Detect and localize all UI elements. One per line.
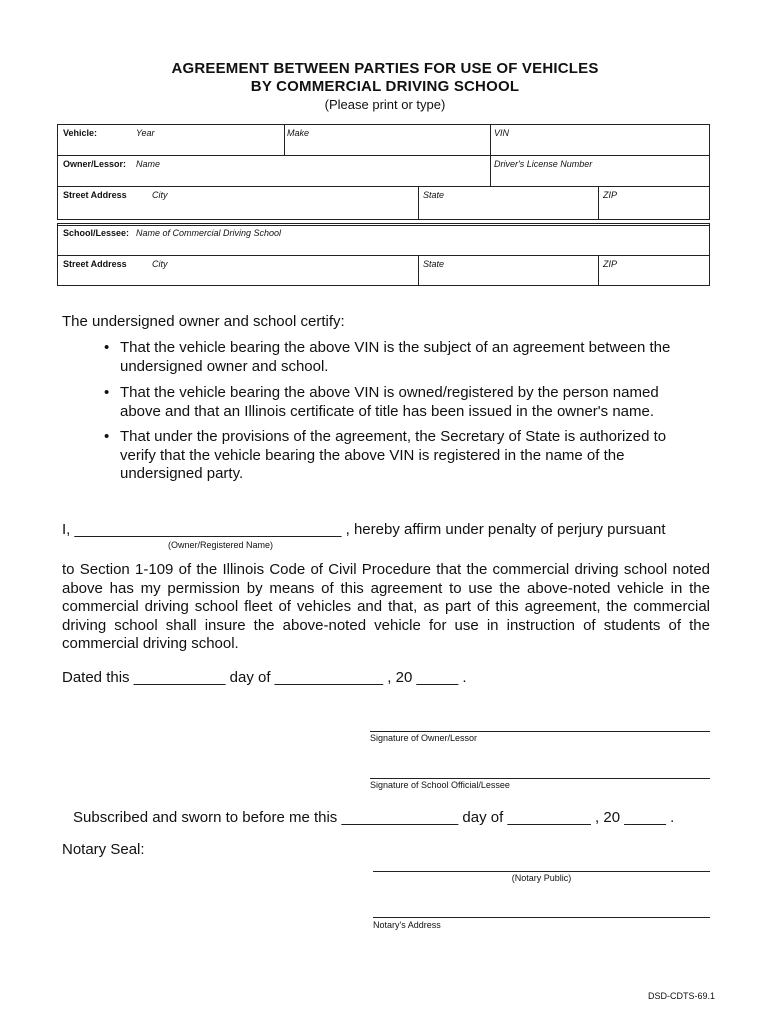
certify-bullet-2: That the vehicle bearing the above VIN is owned/registered by the person named above and that an Illinois certificate of title has been issued in the owner's name.: [120, 384, 659, 420]
subscribed-line: Subscribed and sworn to before me this ______________ day of __________ , 20 _____ .: [73, 809, 675, 826]
row-divider: [57, 255, 710, 256]
owner-name-field[interactable]: Name: [136, 159, 161, 169]
col-divider: [490, 124, 491, 187]
school-state-field[interactable]: State: [423, 259, 445, 269]
notary-address-caption: Notary's Address: [373, 920, 441, 930]
col-divider: [598, 186, 599, 220]
notary-public-line[interactable]: [373, 871, 710, 872]
col-divider: [598, 255, 599, 286]
owner-signature-line[interactable]: [370, 731, 710, 732]
col-divider: [418, 255, 419, 286]
affirm-line: I, ________________________________ , hereby affirm under penalty of perjury pursuant: [62, 521, 666, 538]
affirm-paragraph: to Section 1-109 of the Illinois Code of Civil Procedure that the commercial driving school noted above has my permission by means of this agreement to use the above-noted vehicle in the commercial driving school fleet of vehicles and that, as part of this agreement, the commercial driving school shall insure the above-noted vehicle for use in instruction of students of the commercial driving school.: [62, 561, 710, 652]
double-line: [57, 225, 710, 226]
notary-address-line[interactable]: [373, 917, 710, 918]
bullet-marker: •: [104, 339, 110, 356]
vin-field[interactable]: VIN: [494, 128, 510, 138]
owner-name-caption: (Owner/Registered Name): [168, 540, 274, 550]
school-zip-field[interactable]: ZIP: [603, 259, 618, 269]
school-street-label: Street Address: [63, 259, 127, 269]
certify-intro: The undersigned owner and school certify:: [62, 313, 345, 330]
year-field[interactable]: Year: [136, 128, 155, 138]
row-divider: [57, 186, 710, 187]
owner-state-field[interactable]: State: [423, 190, 445, 200]
owner-label: Owner/Lessor:: [63, 159, 127, 169]
form-code: DSD-CDTS-69.1: [647, 991, 715, 1001]
bullet-marker: •: [104, 384, 110, 401]
bullet-marker: •: [104, 428, 110, 445]
school-name-field[interactable]: Name of Commercial Driving School: [136, 228, 282, 238]
page-title: AGREEMENT BETWEEN PARTIES FOR USE OF VEHICLES: [171, 60, 599, 77]
dated-line: Dated this ___________ day of _____________ , 20 _____ .: [62, 669, 467, 686]
owner-signature-caption: Signature of Owner/Lessor: [370, 733, 478, 743]
vehicle-box-border: [57, 124, 710, 220]
owner-zip-field[interactable]: ZIP: [603, 190, 618, 200]
certify-bullet-1: That the vehicle bearing the above VIN is the subject of an agreement between the undersigned owner and school.: [120, 339, 671, 375]
owner-city-field[interactable]: City: [152, 190, 168, 200]
school-city-field[interactable]: City: [152, 259, 168, 269]
page-title-line2: BY COMMERCIAL DRIVING SCHOOL: [250, 78, 520, 95]
make-field[interactable]: Make: [287, 128, 310, 138]
col-divider: [284, 124, 285, 155]
row-divider: [57, 155, 710, 156]
col-divider: [418, 186, 419, 220]
drivers-license-field[interactable]: Driver's License Number: [494, 159, 593, 169]
certify-bullet-3: That under the provisions of the agreement, the Secretary of State is authorized to verify that the vehicle bearing the above VIN is registered in the name of the undersigned party.: [120, 428, 667, 482]
notary-public-caption: (Notary Public): [511, 873, 572, 883]
school-label: School/Lessee:: [63, 228, 130, 238]
owner-street-label: Street Address: [63, 190, 127, 200]
school-signature-line[interactable]: [370, 778, 710, 779]
school-signature-caption: Signature of School Official/Lessee: [370, 780, 510, 790]
notary-seal-label: Notary Seal:: [62, 841, 145, 858]
page-subtitle: (Please print or type): [324, 97, 446, 112]
vehicle-label: Vehicle:: [63, 128, 98, 138]
